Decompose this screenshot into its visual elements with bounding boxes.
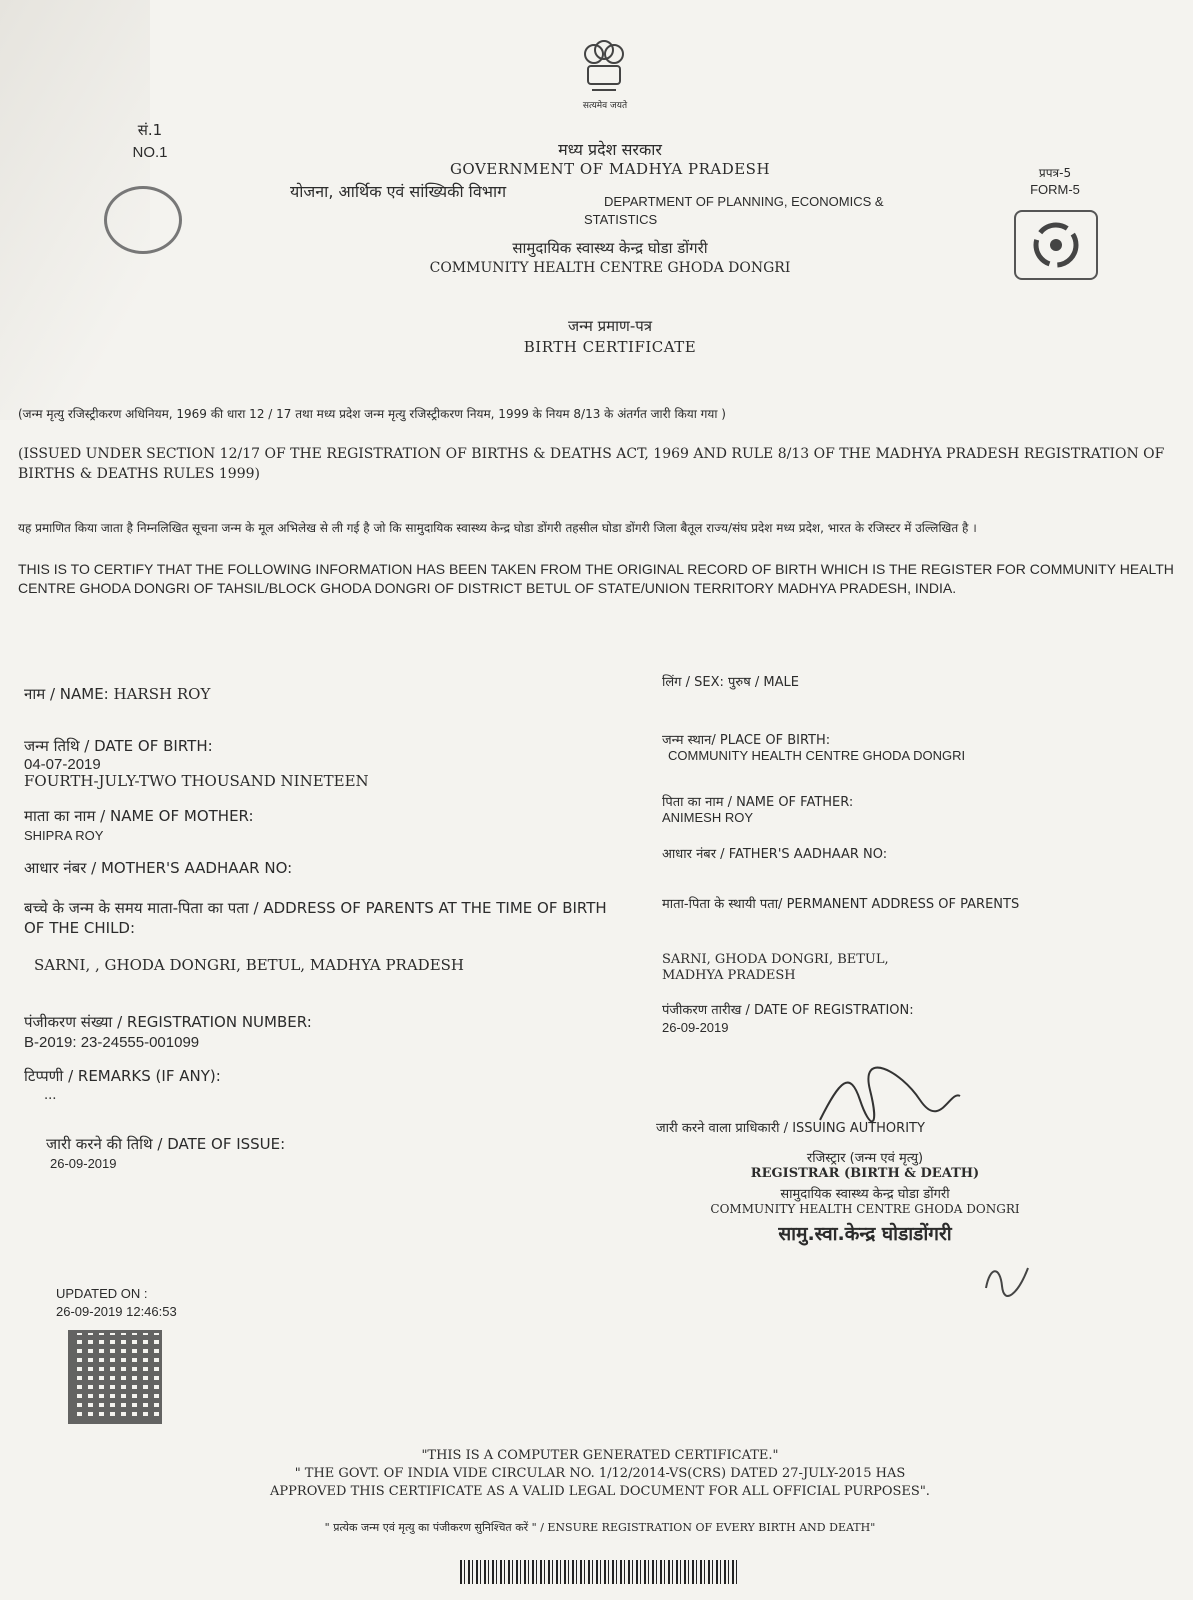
qr-code	[68, 1330, 162, 1424]
permanent-address-label: माता-पिता के स्थायी पता/ PERMANENT ADDRESS OF PARENTS	[662, 897, 1020, 912]
footer-line-1: "THIS IS A COMPUTER GENERATED CERTIFICATE."	[421, 1448, 779, 1463]
barcode	[460, 1560, 740, 1584]
stamp-line-4: COMMUNITY HEALTH CENTRE GHODA DONGRI	[710, 1202, 1020, 1216]
registration-number-value: B-2019: 23-24555-001099	[24, 1034, 200, 1051]
certify-statement-hi: यह प्रमाणित किया जाता है निम्नलिखित सूचना जन्म के मूल अभिलेख से ली गई है जो कि सामुदायिक स्वास्थ्य केन्द्र घोडा डोंगरी तहसील घोडा डोंगरी जिला बैतूल राज्य/संघ प्रदेश मध्य प्रदेश, भारत के रजिस्टर में उल्लिखित है ।	[18, 521, 977, 535]
updated-on-value: 26-09-2019 12:46:53	[56, 1304, 177, 1319]
sex-value: पुरुष / MALE	[728, 675, 799, 690]
father-name-value: ANIMESH ROY	[662, 810, 754, 825]
father-aadhaar-label: आधार नंबर / FATHER'S AADHAAR NO:	[662, 847, 888, 862]
dept-title-hi: योजना, आर्थिक एवं सांख्यिकी विभाग	[290, 182, 507, 201]
emblem-caption: सत्यमेव जयते	[582, 101, 628, 111]
mother-name-label: माता का नाम / NAME OF MOTHER:	[24, 807, 254, 825]
serial-en: NO.1	[132, 144, 168, 161]
state-title-en: GOVERNMENT OF MADHYA PRADESH	[449, 160, 771, 178]
footer-line-4	[180, 1520, 1020, 1535]
registration-date-label: पंजीकरण तारीख / DATE OF REGISTRATION:	[662, 1003, 914, 1018]
stamp-line-3: सामुदायिक स्वास्थ्य केन्द्र घोडा डोंगरी	[780, 1187, 950, 1202]
dob-label: जन्म तिथि / DATE OF BIRTH:	[24, 737, 213, 755]
form-hi: प्रपत्र-5	[1038, 166, 1072, 180]
serial-hi: सं.1	[137, 121, 163, 139]
registration-number-label: पंजीकरण संख्या / REGISTRATION NUMBER:	[24, 1013, 312, 1031]
initials-icon	[978, 1258, 1038, 1298]
name-label: नाम / NAME:	[24, 685, 109, 703]
registration-logo-icon	[1014, 210, 1098, 280]
dept-title-en-2: STATISTICS	[584, 212, 658, 227]
date-of-issue-value: 26-09-2019	[50, 1156, 117, 1171]
stamp-line-2: REGISTRAR (BIRTH & DEATH)	[750, 1166, 980, 1181]
stamp-line-5: सामु.स्वा.केन्द्र घोडाडोंगरी	[778, 1223, 952, 1245]
name-value: HARSH ROY	[113, 685, 211, 703]
place-of-birth-value: COMMUNITY HEALTH CENTRE GHODA DONGRI	[668, 748, 966, 763]
permanent-address-line-1: SARNI, GHODA DONGRI, BETUL,	[662, 952, 889, 967]
name-row	[24, 684, 624, 704]
dob-words: FOURTH-JULY-TWO THOUSAND NINETEEN	[24, 772, 369, 790]
footer-line-4-en: ENSURE REGISTRATION OF EVERY BIRTH AND DEATH"	[547, 1521, 876, 1534]
place-of-birth-label: जन्म स्थान/ PLACE OF BIRTH:	[662, 733, 831, 748]
footer-line-4-hi: " प्रत्येक जन्म एवं मृत्यु का पंजीकरण सुनिश्चित करें " /	[324, 1521, 544, 1534]
footer-line-2: " THE GOVT. OF INDIA VIDE CIRCULAR NO. 1/12/2014-VS(CRS) DATED 27-JULY-2015 HAS	[294, 1466, 906, 1481]
state-title-hi: मध्य प्रदेश सरकार	[558, 140, 662, 159]
sex-label: लिंग / SEX:	[662, 675, 724, 690]
dob-value: 04-07-2019	[24, 756, 101, 773]
address-at-birth-value: SARNI, , GHODA DONGRI, BETUL, MADHYA PRADESH	[34, 956, 465, 974]
issued-under-hi: (जन्म मृत्यु रजिस्ट्रीकरण अधिनियम, 1969 की धारा 12 / 17 तथा मध्य प्रदेश जन्म मृत्यु रजिस्ट्रीकरण नियम, 1999 के नियम 8/13 के अंतर्गत जारी किया गया )	[18, 407, 726, 421]
remarks-label: टिप्पणी / REMARKS (IF ANY):	[24, 1067, 221, 1085]
father-name-label: पिता का नाम / NAME OF FATHER:	[662, 795, 854, 810]
issuing-authority-label: जारी करने वाला प्राधिकारी / ISSUING AUTHORITY	[656, 1121, 925, 1136]
certificate-title-hi: जन्म प्रमाण-पत्र	[567, 317, 653, 335]
permanent-address-line-2: MADHYA PRADESH	[662, 968, 796, 983]
sex-row	[662, 672, 1162, 690]
issued-under-en: (ISSUED UNDER SECTION 12/17 OF THE REGISTRATION OF BIRTHS & DEATHS ACT, 1969 AND RULE 8/13 OF THE MADHYA PRADESH REGISTRATION OF BIRTHS & DEATHS RULES 1999)	[18, 446, 1165, 482]
dept-title-en-1: DEPARTMENT OF PLANNING, ECONOMICS &	[604, 194, 884, 209]
address-at-birth-label: बच्चे के जन्म के समय माता-पिता का पता / ADDRESS OF PARENTS AT THE TIME OF BIRTH OF THE CHILD:	[24, 899, 607, 937]
circular-seal-icon	[104, 186, 182, 254]
certificate-title-en: BIRTH CERTIFICATE	[523, 338, 697, 356]
updated-on-label: UPDATED ON :	[56, 1286, 148, 1301]
certify-statement-en: THIS IS TO CERTIFY THAT THE FOLLOWING INFORMATION HAS BEEN TAKEN FROM THE ORIGINAL RECORD OF BIRTH WHICH IS THE REGISTER FOR COMMUNITY HEALTH CENTRE GHODA DONGRI OF TAHSIL/BLOCK GHODA DONGRI OF DISTRICT BETUL OF STATE/UNION TERRITORY MADHYA PRADESH, INDIA.	[18, 561, 1174, 596]
mother-name-value: SHIPRA ROY	[24, 828, 104, 843]
centre-title-en: COMMUNITY HEALTH CENTRE GHODA DONGRI	[429, 260, 791, 276]
remarks-value: ...	[44, 1088, 57, 1103]
centre-title-hi: सामुदायिक स्वास्थ्य केन्द्र घोडा डोंगरी	[512, 239, 708, 257]
date-of-issue-label: जारी करने की तिथि / DATE OF ISSUE:	[46, 1135, 286, 1153]
form-en: FORM-5	[1030, 182, 1080, 197]
stamp-line-1: रजिस्ट्रार (जन्म एवं मृत्यु)	[806, 1151, 924, 1166]
mother-aadhaar-label: आधार नंबर / MOTHER'S AADHAAR NO:	[24, 859, 293, 877]
footer-line-3: APPROVED THIS CERTIFICATE AS A VALID LEGAL DOCUMENT FOR ALL OFFICIAL PURPOSES".	[270, 1484, 930, 1499]
registration-date-value: 26-09-2019	[662, 1020, 729, 1035]
